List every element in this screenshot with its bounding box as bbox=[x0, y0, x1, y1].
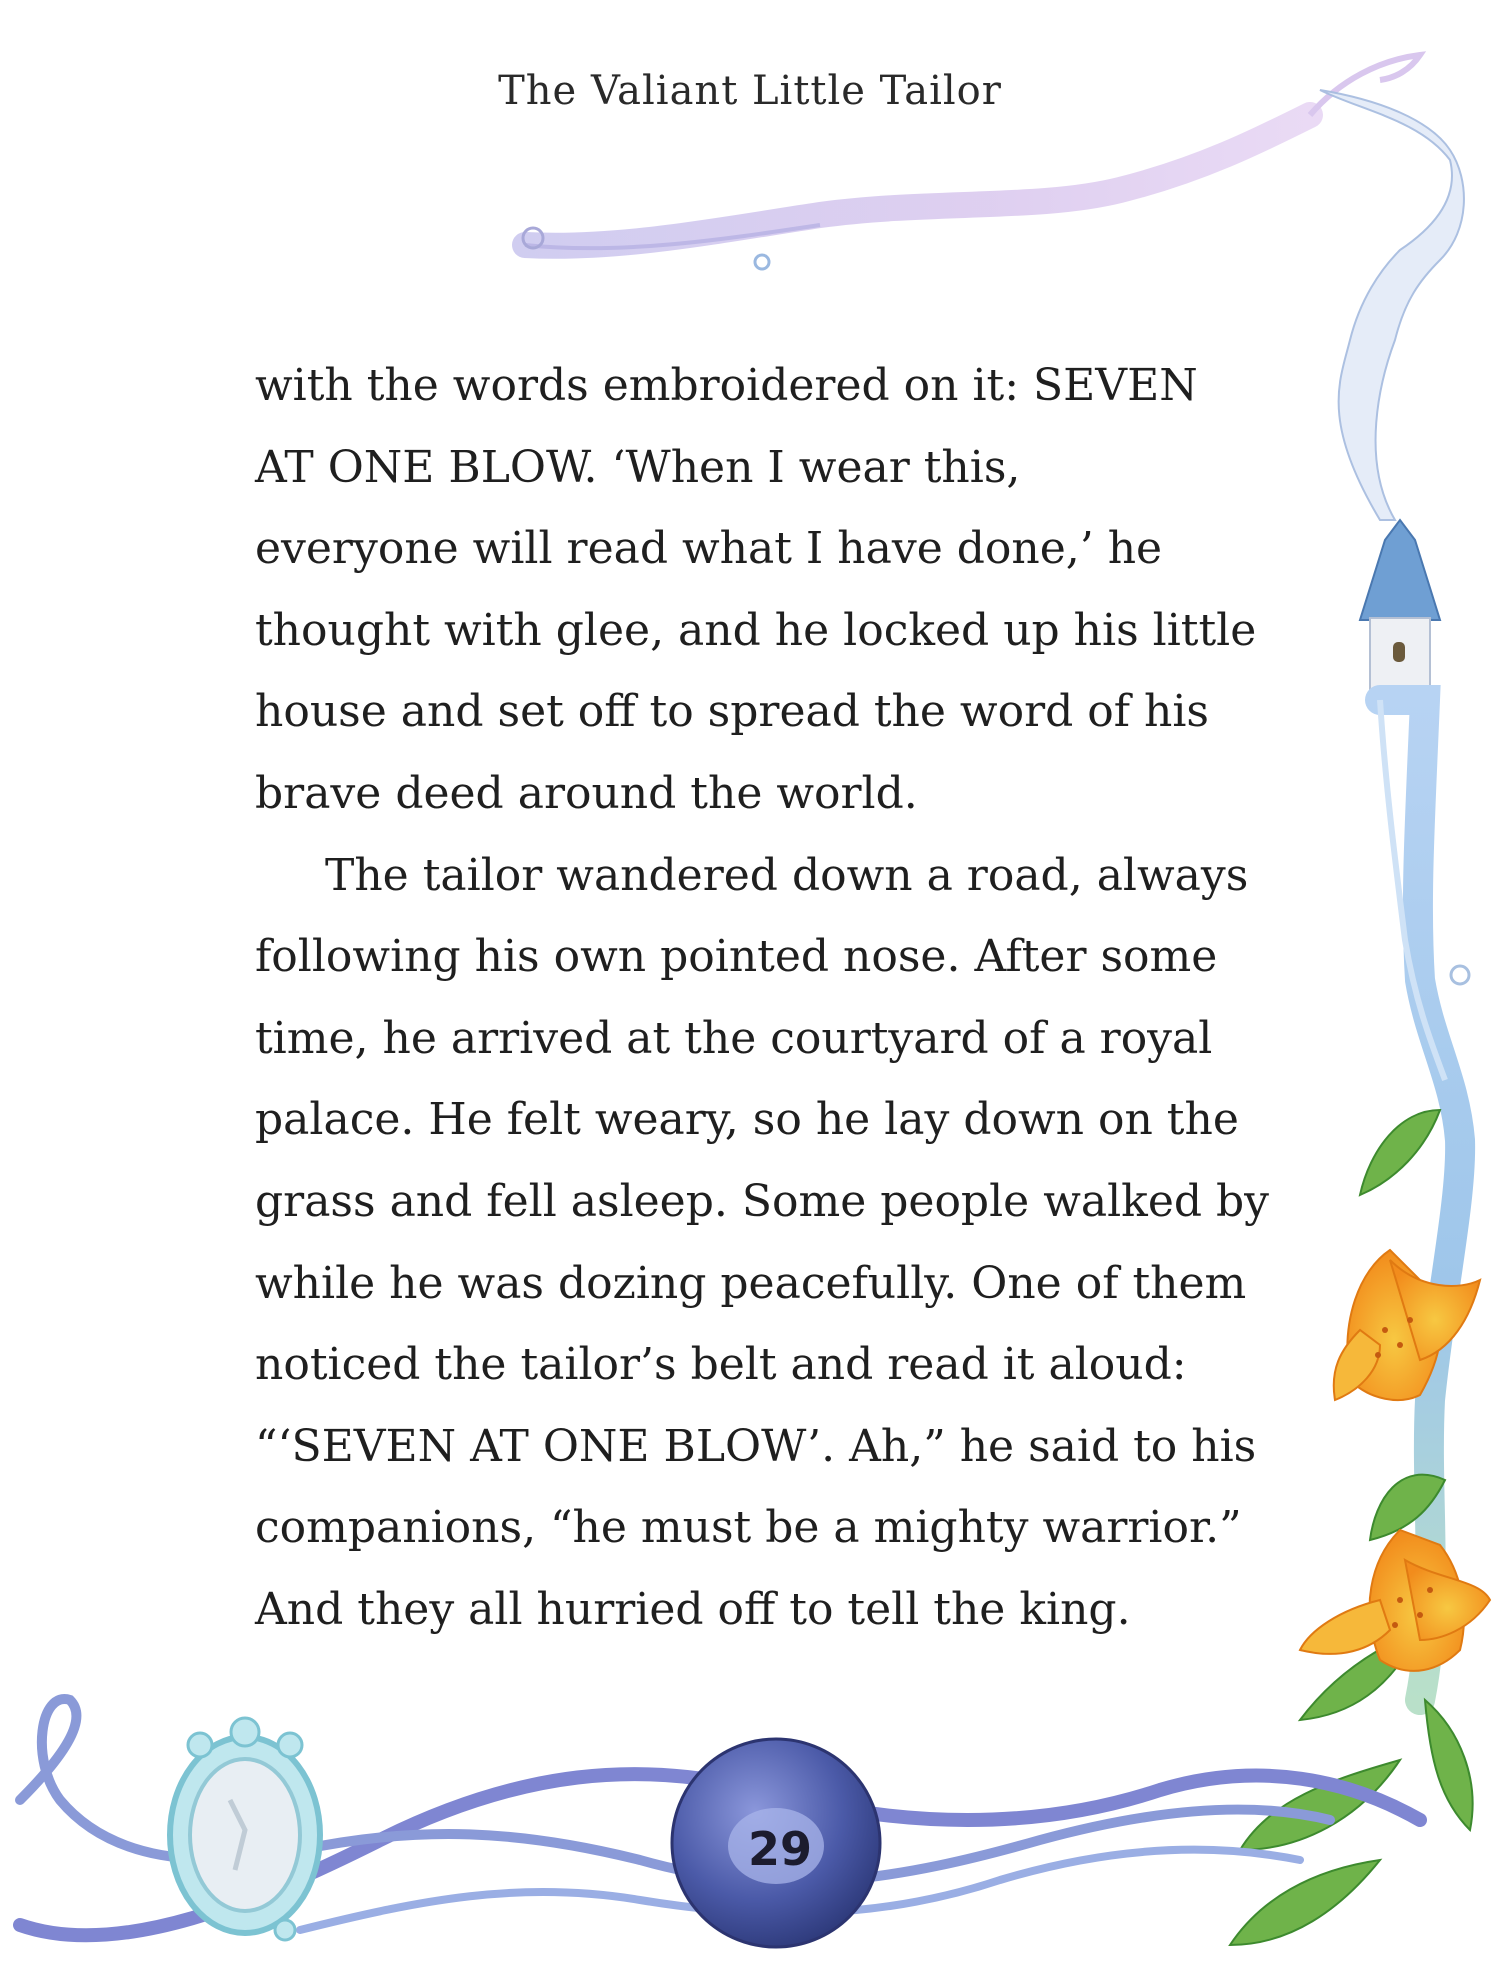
text-line: The tailor wandered down a road, always bbox=[325, 849, 1249, 901]
text-line: following his own pointed nose. After some bbox=[255, 931, 1218, 983]
tower-banner-decoration bbox=[1320, 90, 1464, 698]
text-line: brave deed around the world. bbox=[255, 767, 918, 819]
story-body-text bbox=[255, 345, 1305, 1651]
text-line: time, he arrived at the courtyard of a royal bbox=[255, 1012, 1213, 1064]
text-line: noticed the tailor’s belt and read it aloud: bbox=[255, 1339, 1187, 1391]
text-line: palace. He felt weary, so he lay down on the bbox=[255, 1094, 1239, 1146]
mirror-ornament bbox=[170, 1718, 320, 1940]
text-line: while he was dozing peacefully. One of them bbox=[255, 1257, 1247, 1309]
text-line: “‘SEVEN AT ONE BLOW’. Ah,” he said to his bbox=[255, 1420, 1257, 1472]
text-line: grass and fell asleep. Some people walked by bbox=[255, 1175, 1270, 1227]
running-header-title: The Valiant Little Tailor bbox=[498, 68, 1002, 114]
page-number: 29 bbox=[747, 1822, 812, 1876]
text-line: AT ONE BLOW. ‘When I wear this, bbox=[255, 441, 1021, 493]
text-line: everyone will read what I have done,’ he bbox=[255, 523, 1163, 575]
text-line: thought with glee, and he locked up his little bbox=[255, 604, 1257, 656]
text-line: companions, “he must be a mighty warrior.” bbox=[255, 1502, 1242, 1554]
lily-flower-lower bbox=[1300, 1530, 1490, 1671]
text-line: with the words embroidered on it: SEVEN bbox=[255, 360, 1198, 411]
text-line: And they all hurried off to tell the king. bbox=[255, 1583, 1131, 1635]
text-line: house and set off to spread the word of his bbox=[255, 686, 1210, 738]
